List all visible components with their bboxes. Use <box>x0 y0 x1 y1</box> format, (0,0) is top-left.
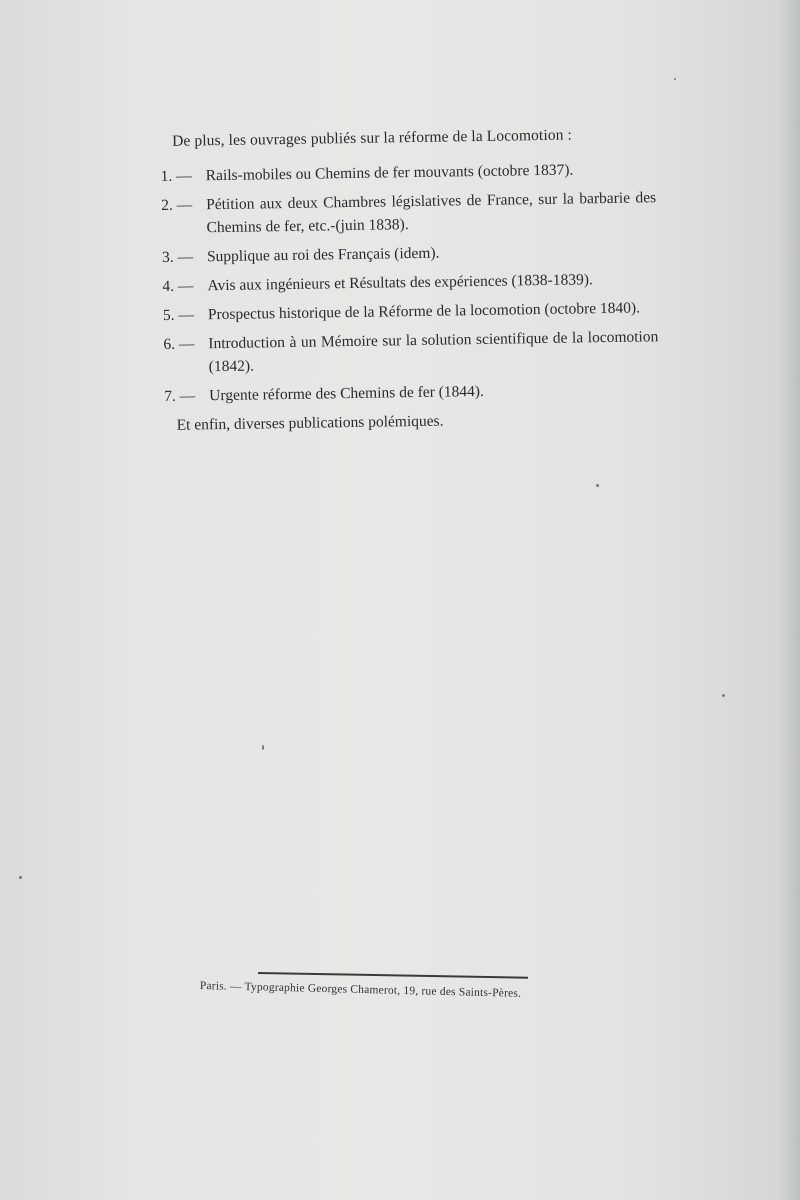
intro-text: De plus, les ouvrages publiés sur la réforme de la Locomotion : <box>172 126 572 150</box>
item-text: Prospectus historique de la Réforme de la locomotion (octobre 1840). <box>207 299 641 324</box>
paper-speck <box>262 745 264 750</box>
footer-rule <box>258 972 528 978</box>
list-item <box>164 377 659 408</box>
item-text: Avis aux ingénieurs et Résultats des expériences (1838-1839). <box>207 271 593 295</box>
closing-text: Et enfin, diverses publications polémiques. <box>176 412 444 434</box>
list-item <box>163 325 659 379</box>
item-number: 3. — <box>161 248 194 266</box>
publications-section <box>160 122 660 437</box>
item-text: Rails-mobiles ou Chemins de fer mouvants (octobre 1837). <box>205 161 574 185</box>
paper-speck <box>596 484 599 487</box>
page-edge-shadow <box>778 0 800 1200</box>
item-text: Urgente réforme des Chemins de fer (1844). <box>209 382 485 405</box>
item-number: 5. — <box>162 306 195 324</box>
item-number: 7. — <box>164 387 196 405</box>
item-number: 4. — <box>162 277 194 295</box>
list-item <box>162 238 657 269</box>
paper-speck <box>674 78 676 80</box>
list-item <box>163 296 658 327</box>
item-number: 2. — <box>161 196 193 214</box>
list-item <box>162 267 657 298</box>
publications-list <box>161 157 660 408</box>
list-item <box>161 157 656 188</box>
printer-imprint: Paris. — Typographie Georges Chamerot, 19, rue des Saints-Pères. <box>199 980 522 1000</box>
paper-speck <box>722 694 725 697</box>
list-item <box>161 186 657 240</box>
item-number: 1. — <box>160 167 192 185</box>
item-text: Supplique au roi des Français (idem). <box>206 244 440 266</box>
item-text: Pétition aux deux Chambres législatives de France, sur la barbarie des Chemins de fer, etc.-(juin 1838). <box>206 189 657 237</box>
item-number: 6. — <box>163 335 195 353</box>
item-text: Introduction à un Mémoire sur la solution scientifique de la locomotion (1842). <box>208 328 659 376</box>
paper-speck <box>19 876 22 879</box>
